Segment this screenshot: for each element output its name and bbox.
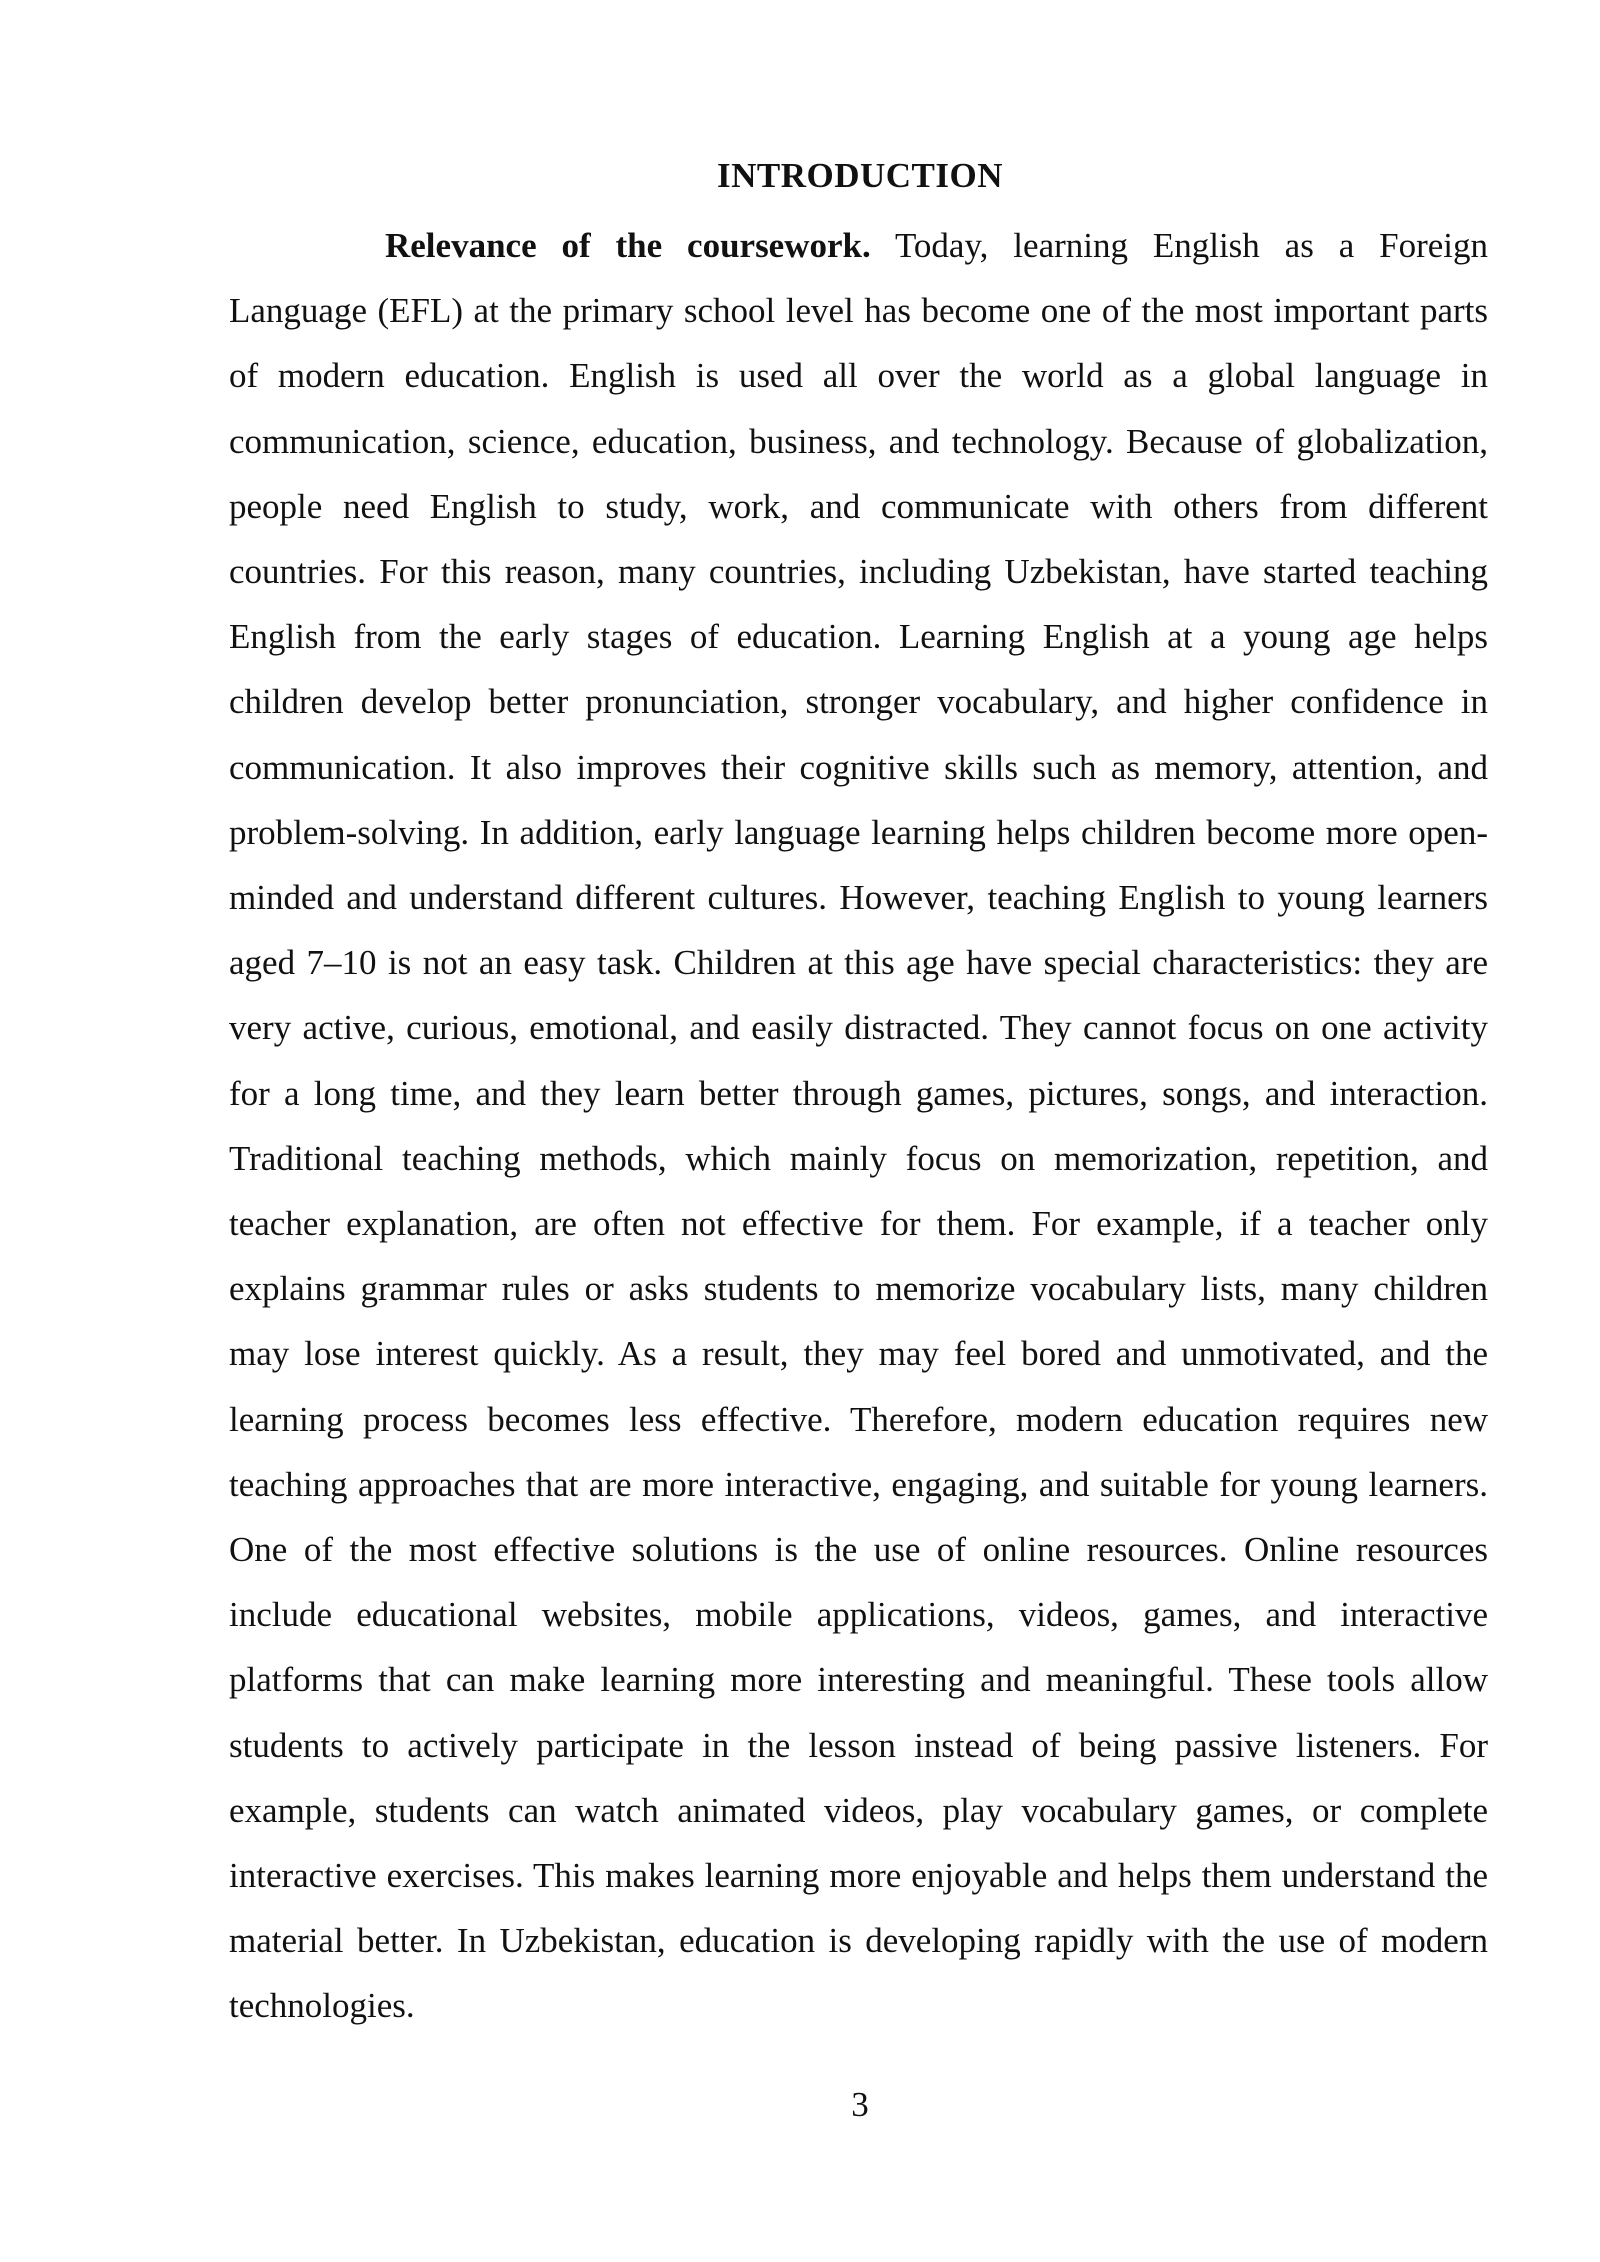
section-title: INTRODUCTION xyxy=(716,156,1004,195)
body-paragraph xyxy=(229,213,1488,2039)
body-paragraph-text: Today, learning English as a Foreign Language (EFL) at the primary school level has become one of the most important parts of modern education. English is used all over the world as a global language in communication, science, education, business, and technology. Because of globalization, people need English to study, work, and communicate with others from different countries. For this reason, many countries, including Uzbekistan, have started teaching English from the early stages of education. Learning English at a young age helps children develop better pronunciation, stronger vocabulary, and higher confidence in communication. It also improves their cognitive skills such as memory, attention, and problem-solving. In addition, early language learning helps children become more open-minded and understand different cultures. However, teaching English to young learners aged 7–10 is not an easy task. Children at this age have special characteristics: they are very active, curious, emotional, and easily distracted. They cannot focus on one activity for a long time, and they learn better through games, pictures, songs, and interaction. Traditional teaching methods, which mainly focus on memorization, repetition, and teacher explanation, are often not effective for them. For example, if a teacher only explains grammar rules or asks students to memorize vocabulary lists, many children may lose interest quickly. As a result, they may feel bored and unmotivated, and the learning process becomes less effective. Therefore, modern education requires new teaching approaches that are more interactive, engaging, and suitable for young learners. One of the most effective solutions is the use of online resources. Online resources include educational websites, mobile applications, videos, games, and interactive platforms that can make learning more interesting and meaningful. These tools allow students to actively participate in the lesson instead of being passive listeners. For example, students can watch animated videos, play vocabulary games, or complete interactive exercises. This makes learning more enjoyable and helps them understand the material better. In Uzbekistan, education is developing rapidly with the use of modern technologies. xyxy=(229,226,1488,2026)
relevance-heading: Relevance of the coursework. xyxy=(385,226,871,265)
page-number: 3 xyxy=(851,2085,869,2124)
